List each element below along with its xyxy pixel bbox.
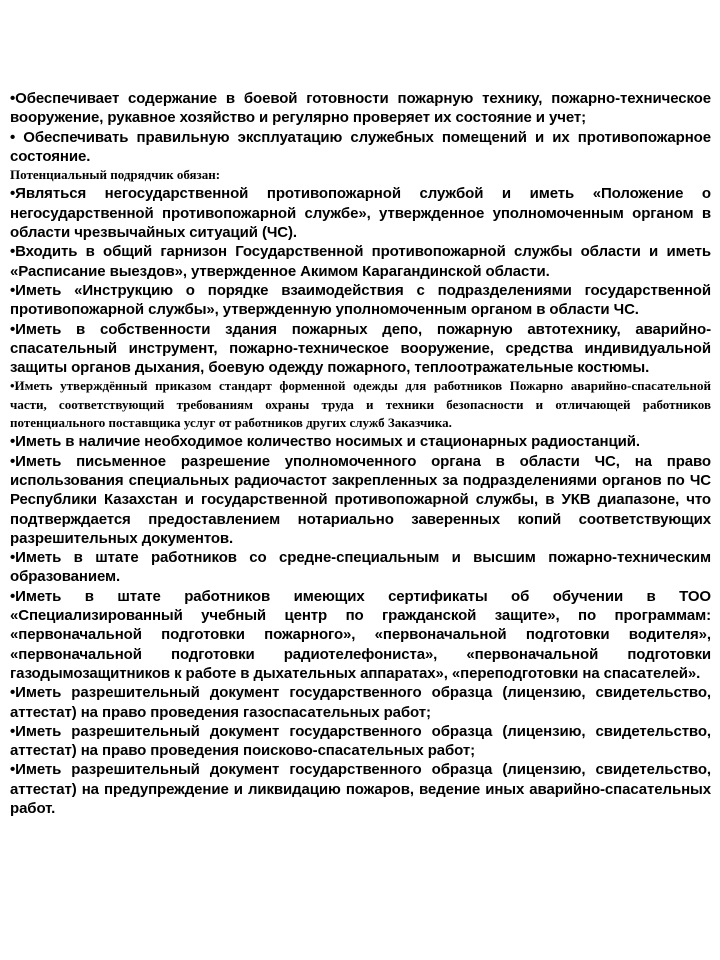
paragraph-interaction-instruction: •Иметь «Инструкцию о порядке взаимодействия с подразделениями государственной противопожарной службы», утвержденную уполномоченным органом в области ЧС. <box>10 281 711 319</box>
paragraph-radio-frequency-permit: •Иметь письменное разрешение уполномоченного органа в области ЧС, на право использования специальных радиочастот закрепленных за подразделениями органов по ЧС Республики Казахстан и государственной противопожарной службы, в УКВ диапазоне, что подтверждается предоставлением нотариально заверенных копий соответствующих разрешительных документов. <box>10 452 711 547</box>
paragraph-non-state-fire-service: •Являться негосударственной противопожарной службой и иметь «Положение о негосударственной противопожарной службе», утвержденное уполномоченным органом в области чрезвычайных ситуаций (ЧС). <box>10 185 711 242</box>
paragraph-staff-education: •Иметь в штате работников со средне-специальным и высшим пожарно-техническим образованием. <box>10 549 711 586</box>
paragraph-fire-prevention-license: •Иметь разрешительный документ государственного образца (лицензию, свидетельство, аттестат) на предупреждение и ликвидацию пожаров, ведение иных аварийно-спасательных работ. <box>10 761 711 817</box>
paragraph-radio-stations: •Иметь в наличие необходимое количество носимых и стационарных радиостанций. <box>10 433 640 451</box>
paragraph-garrison-membership: •Входить в общий гарнизон Государственной противопожарной службы области и иметь «Расписание выездов», утвержденное Акимом Карагандинской области. <box>10 243 711 280</box>
document-page <box>10 89 711 818</box>
paragraph-premises-operation: • Обеспечивать правильную эксплуатацию служебных помещений и их противопожарное состояние. <box>10 128 711 165</box>
section-heading-contractor-obligations: Потенциальный подрядчик обязан: <box>10 167 221 183</box>
paragraph-staff-certificates: •Иметь в штате работников имеющих сертификаты об обучении в ТОО «Специализированный учебный центр по гражданской защите», по программам: «первоначальной подготовки пожарного», «первоначальной подготовки водителя», «первоначальной подготовки радиотелефониста», «первоначальной подготовки газодымозащитников к работе в дыхательных аппаратах», «переподготовки на спасателей». <box>10 587 711 682</box>
paragraph-equipment-readiness: •Обеспечивает содержание в боевой готовности пожарную технику, пожарно-техническое вооружение, рукавное хозяйство и регулярно проверяет их состояние и учет; <box>10 90 711 127</box>
paragraph-owned-assets: •Иметь в собственности здания пожарных депо, пожарную автотехнику, аварийно-спасательный инструмент, пожарно-техническое вооружение, средства индивидуальной защиты органов дыхания, боевую одежду пожарного, теплоотражательные костюмы. <box>10 320 711 377</box>
paragraph-uniform-standard: •Иметь утверждённый приказом стандарт форменной одежды для работников Пожарно аварийно-спасательной части, соответствующий требованиям охраны труда и техники безопасности и отличающей работников потенциального поставщика услуг от работников других служб Заказчика. <box>10 378 711 431</box>
paragraph-gas-rescue-license: •Иметь разрешительный документ государственного образца (лицензию, свидетельство, аттестат) на право проведения газоспасательных работ; <box>10 684 711 721</box>
paragraph-search-rescue-license: •Иметь разрешительный документ государственного образца (лицензию, свидетельство, аттестат) на право проведения поисково-спасательных работ; <box>10 722 711 760</box>
